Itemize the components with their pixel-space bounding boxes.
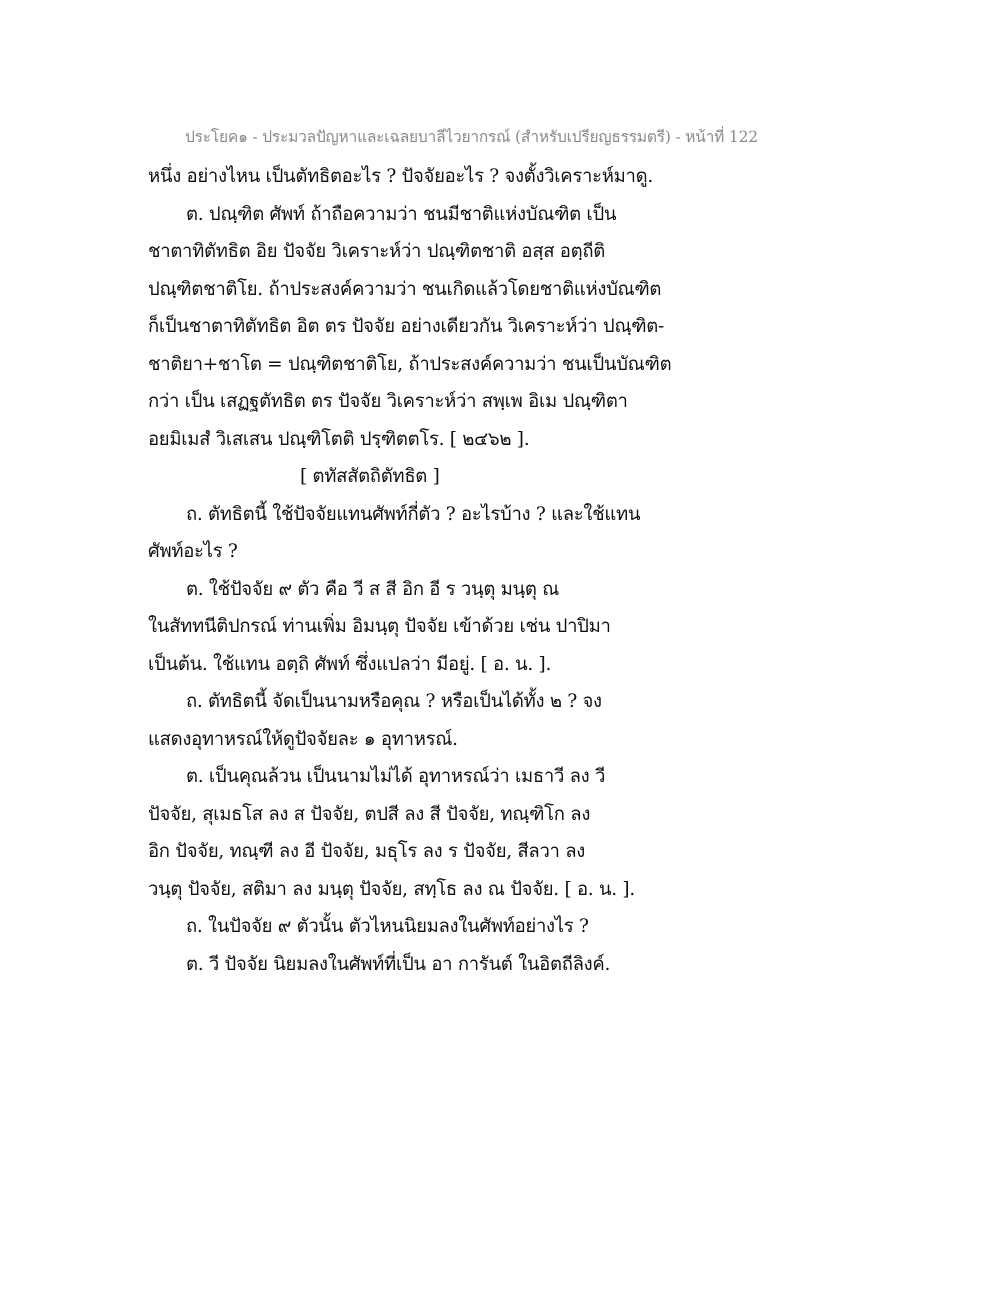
text-line: วนฺตุ ปัจจัย, สติมา ลง มนฺตุ ปัจจัย, สทฺโธ ลง ณ ปัจจัย. [ อ. น. ]. (148, 878, 635, 900)
text-line: หนึ่ง อย่างไหน เป็นตัทธิตอะไร ? ปัจจัยอะไร ? จงตั้งวิเคราะห์มาดู. (148, 166, 653, 187)
answer-line: ต. ใช้ปัจจัย ๙ ตัว คือ วี ส สี อิก อี ร วนฺตุ มนฺตุ ณ (186, 578, 560, 600)
text-line: อยมิเมสํ วิเสเสน ปณฺฑิโตติ ปรฺฑิตตโร. [ ๒๔๖๒ ]. (148, 428, 530, 450)
text-line: กว่า เป็น เสฏฐตัทธิต ตร ปัจจัย วิเคราะห์ว่า สพฺเพ อิเม ปณฺฑิตา (148, 391, 628, 412)
page-header: ประโยค๑ - ประมวลปัญหาและเฉลยบาลีไวยากรณ์ (สำหรับเปรียญธรรมตรี) - หน้าที่ 122 (185, 128, 758, 146)
section-heading: [ ตทัสสัตถิตัทธิต ] (300, 466, 440, 487)
text-line: ชาติยา+ชาโต = ปณฺฑิตชาติโย, ถ้าประสงค์ความว่า ชนเป็นบัณฑิต (148, 353, 672, 375)
question-line: ถ. ตัทธิตนี้ ใช้ปัจจัยแทนศัพท์กี่ตัว ? อะไรบ้าง ? และใช้แทน (186, 503, 641, 525)
answer-line: ต. ปณฺฑิต ศัพท์ ถ้าถือความว่า ชนมีชาติแห่งบัณฑิต เป็น (186, 203, 617, 225)
text-line: ศัพท์อะไร ? (148, 541, 238, 562)
body-text (148, 158, 708, 983)
text-line: แสดงอุทาหรณ์ให้ดูปัจจัยละ ๑ อุทาหรณ์. (148, 728, 458, 750)
answer-line: ต. เป็นคุณล้วน เป็นนามไม่ได้ อุทาหรณ์ว่า เมธาวี ลง วี (186, 766, 606, 787)
text-line: ชาตาทิตัทธิต อิย ปัจจัย วิเคราะห์ว่า ปณฺฑิตชาติ อสฺส อตฺถีติ (148, 241, 605, 262)
text-line: ก็เป็นชาตาทิตัทธิต อิต ตร ปัจจัย อย่างเดียวกัน วิเคราะห์ว่า ปณฺฑิต- (148, 316, 664, 337)
text-line: เป็นต้น. ใช้แทน อตฺถิ ศัพท์ ซึ่งแปลว่า มีอยู่. [ อ. น. ]. (148, 653, 552, 675)
text-line: ปัจจัย, สุเมธโส ลง ส ปัจจัย, ตปสี ลง สี ปัจจัย, ทณฺฑิโก ลง (148, 803, 591, 825)
text-line: อิก ปัจจัย, ทณฺฑี ลง อี ปัจจัย, มธุโร ลง ร ปัจจัย, สีลวา ลง (148, 841, 585, 862)
text-line: ปณฺฑิตชาติโย. ถ้าประสงค์ความว่า ชนเกิดแล้วโดยชาติแห่งบัณฑิต (148, 278, 662, 300)
question-line: ถ. ตัทธิตนี้ จัดเป็นนามหรือคุณ ? หรือเป็นได้ทั้ง ๒ ? จง (186, 691, 602, 712)
text-line: ในสัททนีติปกรณ์ ท่านเพิ่ม อิมนฺตุ ปัจจัย เข้าด้วย เช่น ปาปิมา (148, 616, 611, 637)
question-line: ถ. ในปัจจัย ๙ ตัวนั้น ตัวไหนนิยมลงในศัพท์อย่างไร ? (186, 916, 589, 937)
answer-line: ต. วี ปัจจัย นิยมลงในศัพท์ที่เป็น อา การันต์ ในอิตถีลิงค์. (186, 953, 611, 975)
